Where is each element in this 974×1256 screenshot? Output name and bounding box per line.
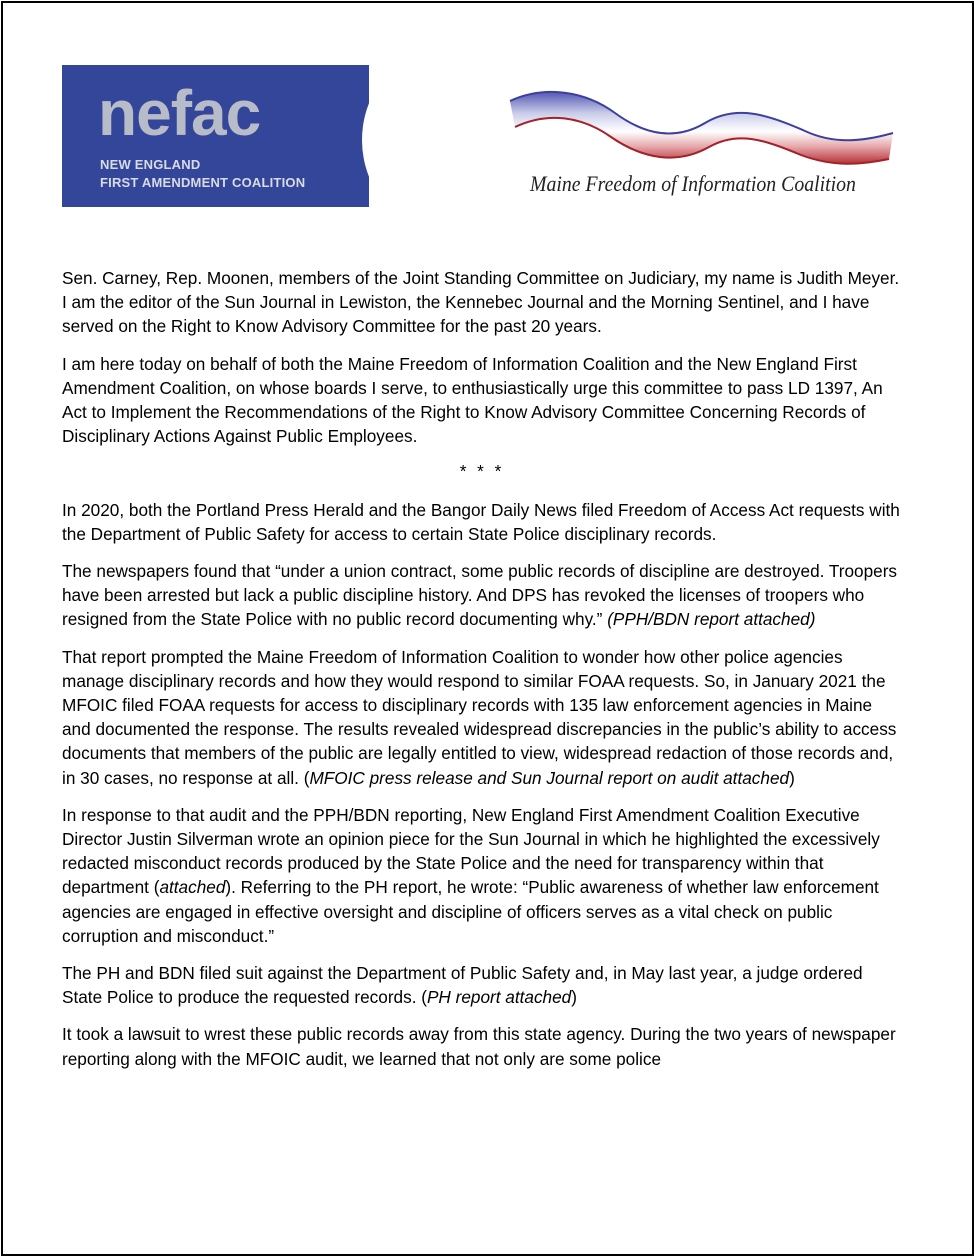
paragraph-4-text: The newspapers found that “under a union contract, some public records of discipline are destroyed. Troopers have been arrested but lack a public discipline history. And DPS has revoked the licenses of troopers who resigned from the State Police with no public record documenting why.”: [62, 561, 898, 630]
nefac-logo-word: nefac: [98, 77, 261, 149]
nefac-logo-line1: NEW ENGLAND: [100, 157, 201, 172]
paragraph-6-citation: attached: [159, 877, 226, 898]
paragraph-4-citation: (PPH/BDN report attached): [607, 609, 816, 630]
paragraph-7: [62, 961, 902, 1009]
paragraph-4: [62, 559, 902, 632]
paragraph-7-text: The PH and BDN filed suit against the Department of Public Safety and, in May last year, a judge ordered State Police to produce the requested records. (: [62, 963, 863, 1008]
paragraph-5: [62, 645, 902, 790]
document-page: [1, 1, 974, 1256]
paragraph-5-citation: MFOIC press release and Sun Journal report on audit attached: [309, 767, 790, 788]
paragraph-5-after: ): [789, 767, 795, 788]
ribbon-flag-icon: [505, 83, 897, 173]
paragraph-5-text: That report prompted the Maine Freedom of Information Coalition to wonder how other police agencies manage disciplinary records and how they would respond to similar FOAA requests. So, in January 2021 the MFOIC filed FOAA requests for access to disciplinary records with 135 law enforcement agencies in Maine and documented the response. The results revealed widespread discrepancies in the public’s ability to access documents that members of the public are legally entitled to view, widespread redaction of those records and, in 30 cases, no response at all. (: [62, 646, 897, 788]
section-separator: * * *: [459, 461, 505, 482]
paragraph-7-after: ): [571, 987, 577, 1008]
paragraph-3: In 2020, both the Portland Press Herald and the Bangor Daily News filed Freedom of Access Act requests with the Department of Public Safety for access to certain State Police disciplinary records.: [62, 499, 900, 544]
logo-wedge: [362, 65, 369, 207]
mfoic-logo: [505, 83, 897, 209]
paragraph-6: [62, 803, 902, 948]
paragraph-2: I am here today on behalf of both the Maine Freedom of Information Coalition and the New England First Amendment Coalition, on whose boards I serve, to enthusiastically urge this committee to pass LD 1397, An Act to Implement the Recommendations of the Right to Know Advisory Committee Concerning Records of Disciplinary Actions Against Public Employees.: [62, 353, 883, 447]
mfoic-logo-name: Maine Freedom of Information Coalition: [530, 171, 856, 196]
paragraph-8: It took a lawsuit to wrest these public records away from this state agency. During the two years of newspaper reporting along with the MFOIC audit, we learned that not only are some police: [62, 1024, 896, 1069]
paragraph-6-text: In response to that audit and the PPH/BDN reporting, New England First Amendment Coalition Executive Director Justin Silverman wrote an opinion piece for the Sun Journal in which he highlighted the excessively redacted misconduct records produced by the State Police and the need for transparency within that department (: [62, 804, 880, 898]
nefac-logo-line2: FIRST AMENDMENT COALITION: [100, 175, 306, 190]
paragraph-6-after: ). Referring to the PH report, he wrote: “Public awareness of whether law enforcement agencies are engaged in effective oversight and discipline of officers serves as a vital check on public corruption and misconduct.”: [62, 877, 879, 946]
nefac-logo: [62, 65, 369, 207]
paragraph-7-citation: PH report attached: [426, 987, 572, 1008]
paragraph-1: Sen. Carney, Rep. Moonen, members of the Joint Standing Committee on Judiciary, my name is Judith Meyer. I am the editor of the Sun Journal in Lewiston, the Kennebec Journal and the Morning Sentinel, and I have served on the Right to Know Advisory Committee for the past 20 years.: [62, 268, 900, 337]
letter-body: [62, 266, 902, 1084]
